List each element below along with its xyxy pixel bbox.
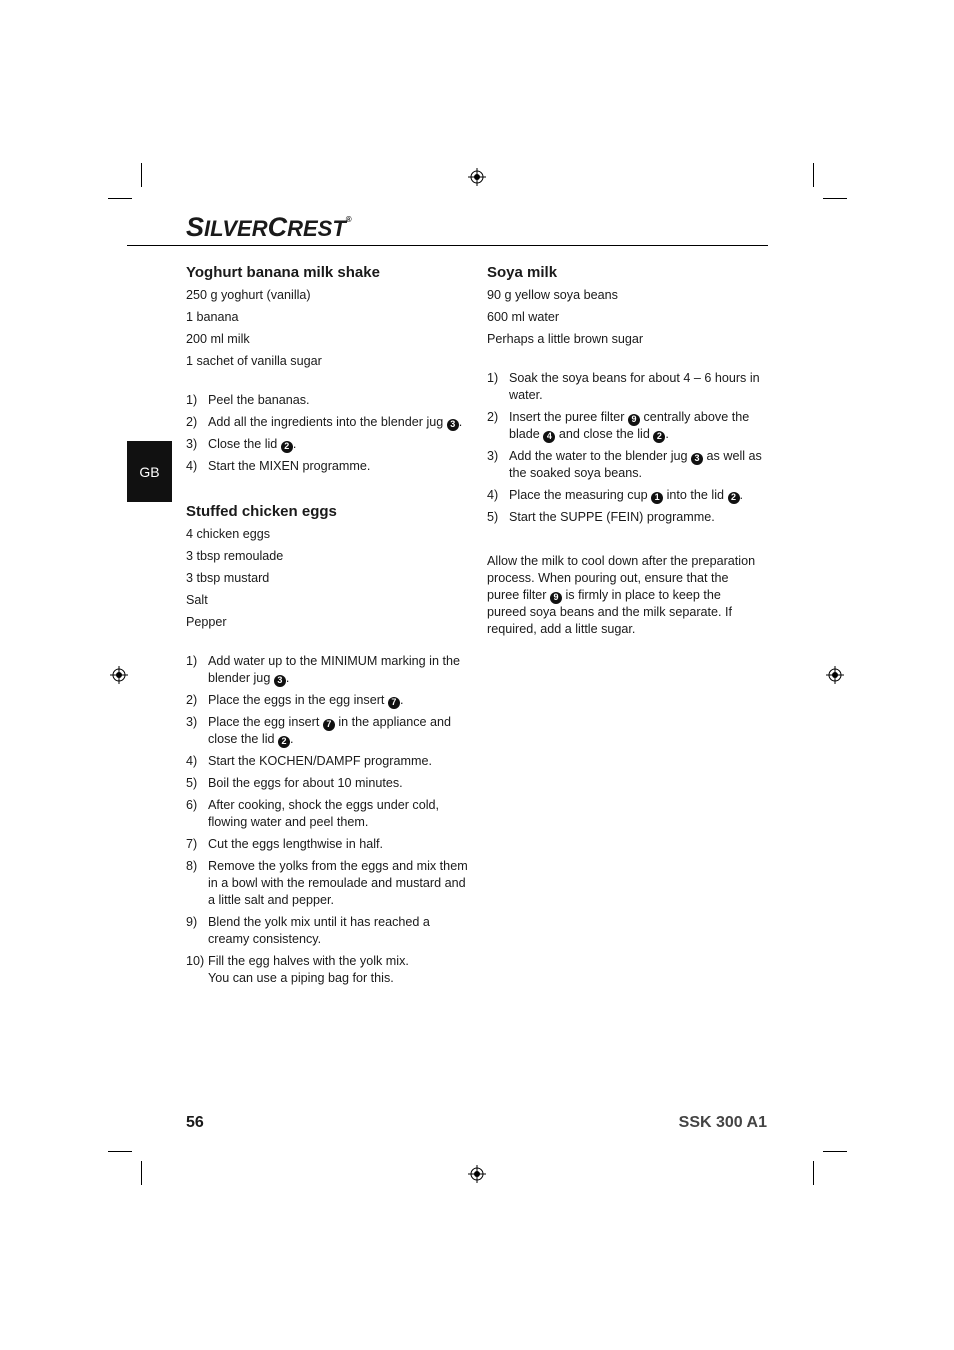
- ingredient: 1 sachet of vanilla sugar: [186, 354, 322, 368]
- part-number-badge: 3: [274, 675, 286, 687]
- ingredient: 3 tbsp mustard: [186, 571, 270, 585]
- language-tab: [127, 441, 172, 502]
- part-number-badge: 2: [728, 492, 740, 504]
- ingredient: Salt: [186, 593, 208, 607]
- list-item: 1) Add water up to the MINIMUM marking in the blender jug 3 .: [186, 654, 460, 685]
- ingredient: 90 g yellow soya beans: [487, 288, 618, 302]
- list-item: 3) Add the water to the blender jug 3 as well as the soaked soya beans.: [487, 449, 762, 480]
- list-item: 4) Place the measuring cup 1 into the lid 2 .: [487, 488, 744, 502]
- registration-mark-icon: [468, 168, 486, 186]
- crop-mark: [813, 1161, 814, 1185]
- list-item: 6) After cooking, shock the eggs under cold, flowing water and peel them.: [186, 798, 440, 829]
- registration-mark-icon: [826, 666, 844, 684]
- steps-list: [186, 392, 471, 475]
- ingredient: 200 ml milk: [186, 332, 250, 346]
- section-title: Stuffed chicken eggs: [186, 503, 337, 520]
- list-item: 4) Start the KOCHEN/DAMPF programme.: [186, 754, 432, 768]
- list-item: 5) Boil the eggs for about 10 minutes.: [186, 776, 403, 790]
- registration-mark-icon: [468, 1165, 486, 1183]
- crop-mark: [823, 198, 847, 199]
- part-number-badge: 7: [323, 719, 335, 731]
- crop-mark: [108, 198, 132, 199]
- list-item: 3) Place the egg insert 7 in the appliance and close the lid 2 .: [186, 715, 452, 746]
- part-number-badge: 3: [447, 419, 459, 431]
- part-number-badge: 7: [388, 697, 400, 709]
- part-number-badge: 4: [543, 431, 555, 443]
- list-item: 1) Soak the soya beans for about 4 – 6 hours in water.: [487, 371, 760, 402]
- header-rule: [127, 245, 768, 246]
- crop-mark: [141, 1161, 142, 1185]
- list-item: 8) Remove the yolks from the eggs and mix them in a bowl with the remoulade and mustard and a little salt and pepper.: [186, 859, 468, 907]
- brand-logo: SILVERCREST®: [186, 212, 352, 242]
- page-number: 56: [186, 1114, 204, 1131]
- note-paragraph: Allow the milk to cool down after the preparation process. When pouring out, ensure that the puree filter 9 is firmly in place to keep the pureed soya beans and the milk separate. If required, add a little sugar.: [487, 554, 756, 636]
- ingredient: 4 chicken eggs: [186, 527, 271, 541]
- steps-list: [186, 653, 471, 987]
- ingredient: 3 tbsp remoulade: [186, 549, 284, 563]
- right-column: [487, 263, 762, 638]
- ingredient: Pepper: [186, 615, 227, 629]
- list-item: 2) Insert the puree filter 9 centrally above the blade 4 and close the lid 2 .: [487, 410, 750, 441]
- section-title: Soya milk: [487, 264, 558, 281]
- steps-list: [487, 370, 762, 526]
- crop-mark: [108, 1151, 132, 1152]
- ingredient: Perhaps a little brown sugar: [487, 332, 644, 346]
- part-number-badge: 2: [653, 431, 665, 443]
- crop-mark: [823, 1151, 847, 1152]
- list-item: 9) Blend the yolk mix until it has reached a creamy consistency.: [186, 915, 430, 946]
- part-number-badge: 2: [278, 736, 290, 748]
- list-item: 2) Place the eggs in the egg insert 7 .: [186, 693, 404, 707]
- list-item: 3) Close the lid 2 .: [186, 437, 297, 451]
- part-number-badge: 9: [550, 592, 562, 604]
- left-column: [186, 263, 471, 992]
- part-number-badge: 9: [628, 414, 640, 426]
- registration-mark-icon: [110, 666, 128, 684]
- part-number-badge: 1: [651, 492, 663, 504]
- part-number-badge: 3: [691, 453, 703, 465]
- model-number: SSK 300 A1: [678, 1114, 767, 1131]
- list-item: 2) Add all the ingredients into the blender jug 3 .: [186, 415, 463, 429]
- part-number-badge: 2: [281, 441, 293, 453]
- list-item: 1) Peel the bananas.: [186, 393, 310, 407]
- ingredient: 1 banana: [186, 310, 239, 324]
- ingredient: 250 g yoghurt (vanilla): [186, 288, 311, 302]
- language-tab-label: GB: [139, 463, 160, 480]
- section-title: Yoghurt banana milk shake: [186, 264, 380, 281]
- list-item: 5) Start the SUPPE (FEIN) programme.: [487, 510, 715, 524]
- list-item: 10) Fill the egg halves with the yolk mix. You can use a piping bag for this.: [186, 954, 409, 985]
- list-item: 7) Cut the eggs lengthwise in half.: [186, 837, 384, 851]
- ingredient: 600 ml water: [487, 310, 560, 324]
- list-item: 4) Start the MIXEN programme.: [186, 459, 371, 473]
- crop-mark: [141, 163, 142, 187]
- crop-mark: [813, 163, 814, 187]
